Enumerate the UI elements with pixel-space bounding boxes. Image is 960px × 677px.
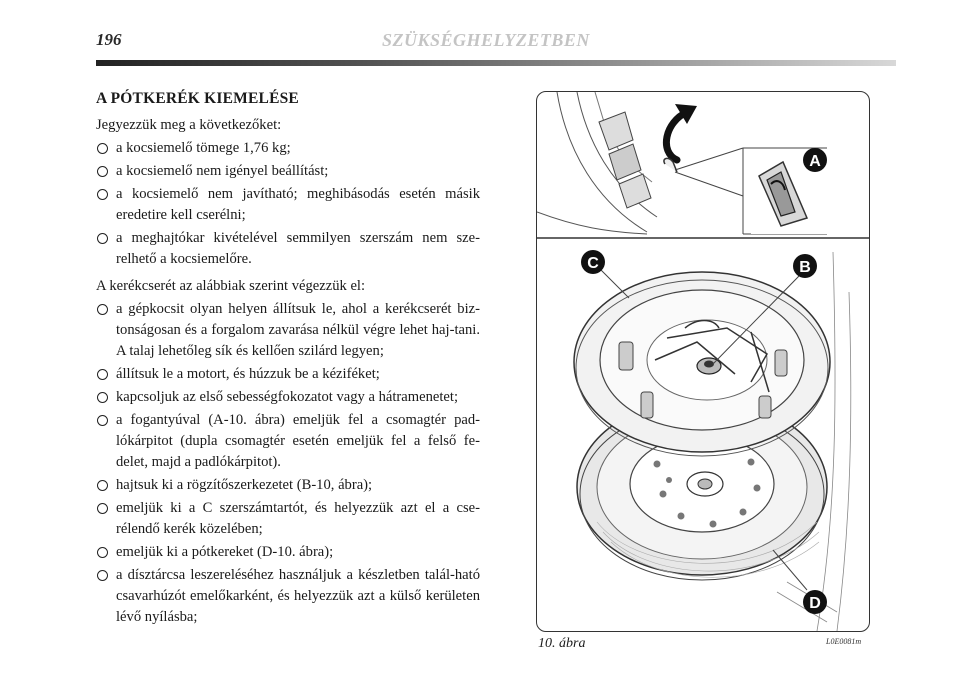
bullet-icon [97, 480, 108, 491]
notes-intro: Jegyezzük meg a következőket: [96, 117, 282, 133]
list-item-text: állítsuk le a motort, és húzzuk be a kéziféket; [116, 366, 380, 382]
list-item-text: hajtsuk ki a rögzítőszerkezetet (B-10, ábra); [116, 477, 373, 493]
jack-icon [697, 358, 721, 374]
callout-d [803, 590, 827, 614]
figure-caption: 10. ábra [538, 636, 586, 651]
list-item [96, 387, 480, 408]
list-item-text: emeljük ki a pótkereket (D-10. ábra); [116, 544, 334, 560]
page-number: 196 [96, 30, 122, 49]
list-item [96, 228, 480, 270]
bullet-icon [97, 233, 108, 244]
bullet-icon [97, 369, 108, 380]
callout-a-label: A [809, 153, 821, 170]
list-item [96, 475, 480, 496]
bullet-icon [97, 392, 108, 403]
bullet-icon [97, 166, 108, 177]
figure-code: L0E0081m [826, 637, 862, 646]
spare-wheel-illustration [537, 92, 869, 631]
bullet-icon [97, 189, 108, 200]
text-column [96, 88, 480, 634]
steps-list [96, 299, 480, 628]
list-item [96, 410, 480, 473]
list-item [96, 161, 480, 182]
notes-list [96, 138, 480, 270]
bullet-icon [97, 547, 108, 558]
list-item [96, 565, 480, 628]
list-item-text: a kocsiemelő tömege 1,76 kg; [116, 140, 291, 156]
list-item-text: a meghajtókar kivételével semmilyen szerszám nem sze-relhető a kocsiemelőre. [116, 230, 480, 267]
header-rule [96, 60, 896, 66]
list-item [96, 299, 480, 362]
list-item [96, 498, 480, 540]
callout-b [793, 254, 817, 278]
bullet-icon [97, 570, 108, 581]
list-item [96, 138, 480, 159]
list-item [96, 184, 480, 226]
bullet-icon [97, 415, 108, 426]
list-item-text: kapcsoljuk az első sebességfokozatot vagy a hátramenetet; [116, 389, 459, 405]
callout-a [803, 148, 827, 172]
bullet-icon [97, 304, 108, 315]
list-item-text: a dísztárcsa leszereléséhez használjuk a készletben talál-ható csavarhúzót emelőkarként, és helyezzük azt a külső kerületen lévő nyílásba; [116, 567, 480, 625]
callout-d-label: D [809, 595, 821, 612]
lift-arrow-icon [666, 104, 697, 160]
list-item [96, 542, 480, 563]
section-title: A PÓTKERÉK KIEMELÉSE [96, 90, 299, 107]
list-item [96, 364, 480, 385]
steps-intro: A kerékcserét az alábbiak szerint végezzük el: [96, 278, 366, 294]
trunk-floor-panel [537, 92, 657, 234]
bullet-icon [97, 503, 108, 514]
callout-b-label: B [799, 259, 811, 276]
bullet-icon [97, 143, 108, 154]
list-item-text: a kocsiemelő nem igényel beállítást; [116, 163, 329, 179]
callout-c-label: C [587, 255, 599, 272]
running-header: SZÜKSÉGHELYZETBEN [382, 30, 590, 50]
list-item-text: a kocsiemelő nem javítható; meghibásodás esetén másik eredetire kell cserélni; [116, 186, 480, 223]
list-item-text: emeljük ki a C szerszámtartót, és helyezzük azt el a cse-rélendő kerék közelében; [116, 500, 480, 537]
callout-c [581, 250, 605, 274]
list-item-text: a fogantyúval (A-10. ábra) emeljük fel a csomagtér pad-lókárpitot (dupla csomagtér esetén emeljük fel a felső fe-delet, majd a padlókárpitot). [116, 412, 480, 470]
list-item-text: a gépkocsit olyan helyen állítsuk le, ahol a kerékcserét biz-tonságosan és a forgalom zavarása nélkül végre lehet haj-tani. A talaj lehetőleg sík és kellően szilárd legyen; [116, 301, 480, 359]
figure-illustration [536, 91, 870, 632]
